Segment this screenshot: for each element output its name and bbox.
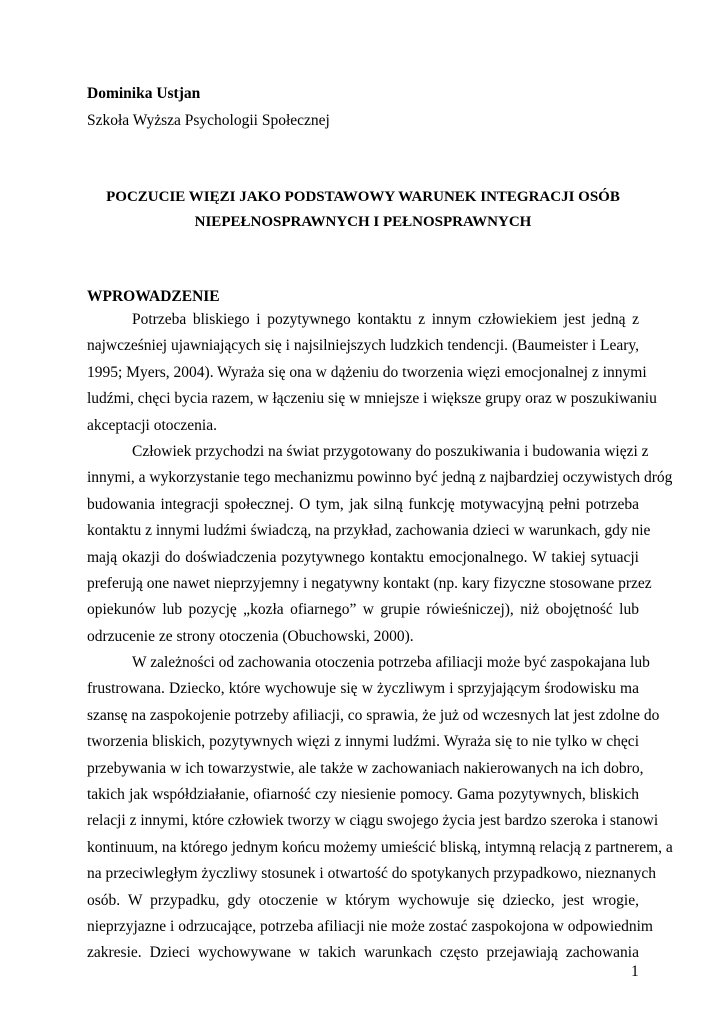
text-line: osób. W przypadku, gdy otoczenie w którym wychowuje się dziecko, jest wrogie, (87, 891, 639, 909)
body-text (87, 307, 673, 967)
author-affiliation: Szkoła Wyższa Psychologii Społecznej (87, 112, 330, 129)
text-line: na przeciwległym życzliwy stosunek i otwartość do spotykanych przypadkowo, nieznanych (87, 865, 657, 883)
text-line: preferują one nawet nieprzyjemny i negatywny kontakt (np. kary fizyczne stosowane przez (87, 574, 652, 592)
text-line: szansę na zaspokojenie potrzeby afiliacji, co sprawia, że już od wczesnych lat jest zdolne do (87, 706, 660, 724)
text-line: przebywania w ich towarzystwie, ale także w zachowaniach nakierowanych na ich dobro, (87, 759, 644, 777)
title-line: NIEPEŁNOSPRAWNYCH I PEŁNOSPRAWNYCH (194, 214, 532, 230)
text-line: takich jak współdziałanie, ofiarność czy niesienie pomocy. Gama pozytywnych, bliskich (87, 786, 639, 804)
text-line: ludźmi, chęci bycia razem, w łączeniu się w mniejsze i większe grupy oraz w poszukiwaniu (87, 390, 657, 408)
text-line: akceptacji otoczenia. (87, 416, 217, 434)
text-line: Człowiek przychodzi na świat przygotowany do poszukiwania i budowania więzi z (132, 442, 649, 460)
text-line: tworzenia bliskich, pozytywnych więzi z innymi ludźmi. Wyraża się to nie tylko w chęci (87, 733, 639, 751)
text-line: frustrowana. Dziecko, które wychowuje się w życzliwym i sprzyjającym środowisku ma (87, 680, 639, 698)
title-line: POCZUCIE WIĘZI JAKO PODSTAWOWY WARUNEK INTEGRACJI OSÓB (106, 189, 620, 205)
text-line: kontinuum, na którego jednym końcu możemy umieścić bliską, intymną relacją z partnerem, a (87, 838, 673, 856)
text-line: najwcześniej ujawniających się i najsilniejszych ludzkich tendencji. (Baumeister i Leary, (87, 337, 639, 355)
text-line: nieprzyjazne i odrzucające, potrzeba afiliacji nie może zostać zaspokojona w odpowiednim (87, 917, 653, 935)
text-line: 1995; Myers, 2004). Wyraża się ona w dążeniu do tworzenia więzi emocjonalnej z innymi (87, 363, 647, 381)
document-title (87, 185, 639, 235)
text-line: zakresie. Dzieci wychowywane w takich warunkach często przejawiają zachowania (87, 944, 639, 962)
text-line: odrzucenie ze strony otoczenia (Obuchowski, 2000). (87, 627, 414, 645)
text-line: mają okazji do doświadczenia pozytywnego kontaktu emocjonalnego. W takiej sytuacji (87, 548, 639, 566)
author-name: Dominika Ustjan (87, 85, 201, 102)
text-line: Potrzeba bliskiego i pozytywnego kontaktu z innym człowiekiem jest jedną z (132, 311, 639, 328)
text-line: budowania integracji społecznej. O tym, jak silną funkcję motywacyjną pełni potrzeba (87, 495, 639, 513)
section-heading: WPROWADZENIE (87, 288, 220, 305)
text-line: innymi, a wykorzystanie tego mechanizmu powinno być jedną z najbardziej oczywistych dróg (87, 469, 673, 487)
text-line: opiekunów lub pozycję „kozła ofiarnego” w grupie rówieśniczej), niż obojętność lub (87, 601, 639, 619)
text-line: kontaktu z innymi ludźmi świadczą, na przykład, zachowania dzieci w warunkach, gdy nie (87, 522, 651, 540)
page-number: 1 (631, 963, 639, 980)
text-line: relacji z innymi, które człowiek tworzy w ciągu swojego życia jest bardzo szeroka i stanowi (87, 812, 659, 830)
text-line: W zależności od zachowania otoczenia potrzeba afiliacji może być zaspokajana lub (132, 654, 650, 672)
